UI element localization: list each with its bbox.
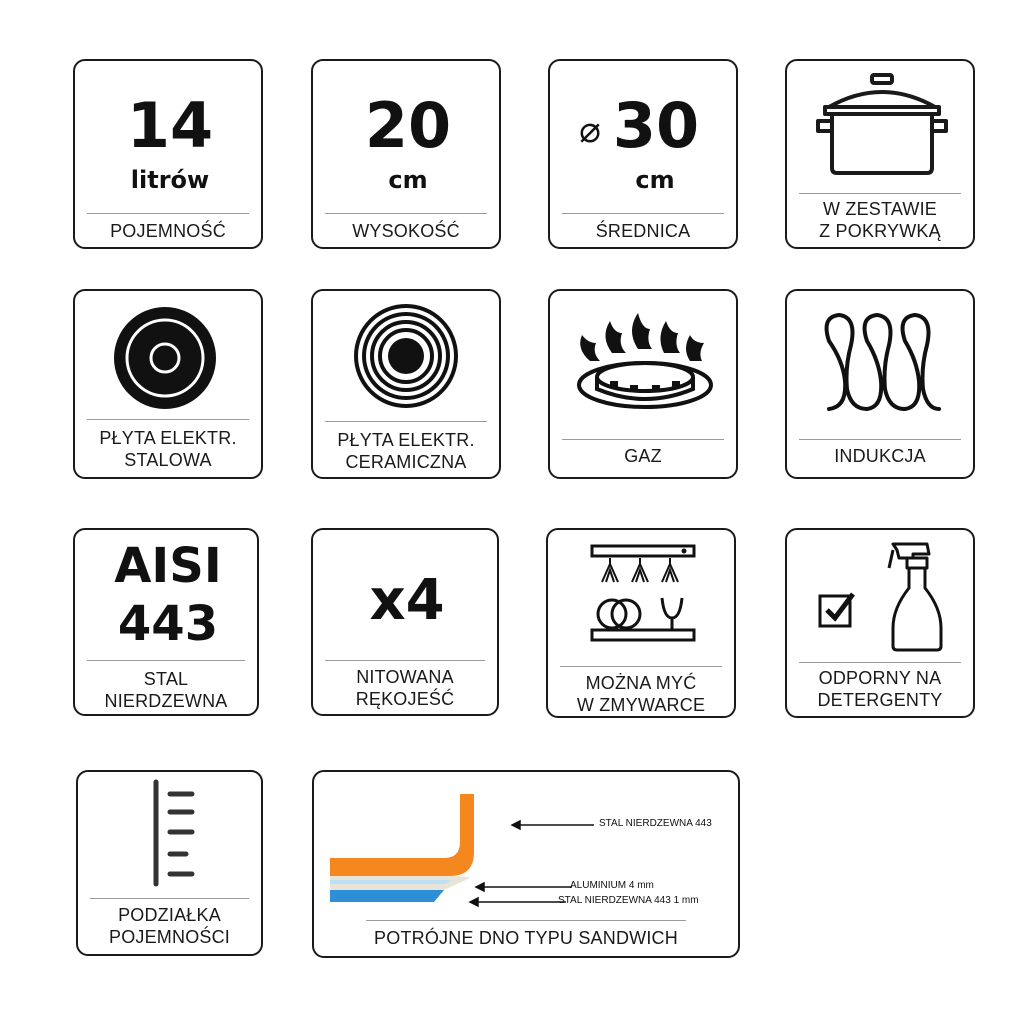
height-value: 20: [364, 89, 452, 162]
divider: [87, 213, 249, 214]
gas-burner-icon: [572, 313, 718, 423]
ceramic-plate-tile: [311, 289, 501, 479]
dishwasher-caption-line2: W ZMYWARCE: [576, 695, 706, 715]
capacity-unit: litrów: [130, 166, 210, 194]
measuring-scale-icon: [148, 778, 208, 888]
sandwich-label-bottom: STAL NIERDZEWNA 443 1 mm: [558, 895, 699, 906]
ceramic-plate-caption-line2: CERAMICZNA: [345, 452, 467, 472]
diameter-tile: [548, 59, 738, 249]
induction-caption: INDUKCJA: [834, 446, 926, 466]
aisi-value-line2: 443: [117, 596, 219, 652]
dishwasher-tile: [546, 528, 736, 718]
induction-tile: [785, 289, 975, 479]
rivets-caption-line2: RĘKOJEŚĆ: [355, 689, 455, 709]
divider: [560, 666, 722, 667]
aisi-caption-line2: NIERDZEWNA: [104, 691, 228, 711]
detergent-caption-line2: DETERGENTY: [817, 690, 943, 710]
divider: [366, 920, 686, 921]
gas-tile: [548, 289, 738, 479]
capacity-tile: [73, 59, 263, 249]
divider: [87, 419, 249, 420]
divider: [90, 898, 249, 899]
scale-caption-line2: POJEMNOŚCI: [108, 927, 230, 947]
rivets-caption-line1: NITOWANA: [356, 667, 454, 687]
divider: [325, 421, 487, 422]
scale-caption-line1: PODZIAŁKA: [118, 905, 221, 925]
lid-caption-line2: Z POKRYWKĄ: [819, 221, 941, 241]
sandwich-tile: [312, 770, 740, 958]
lid-caption-line1: W ZESTAWIE: [823, 199, 937, 219]
pot-with-lid-icon: [815, 71, 949, 181]
diameter-symbol: ⌀: [579, 110, 601, 151]
detergent-caption-line1: ODPORNY NA: [818, 668, 942, 688]
height-caption: WYSOKOŚĆ: [352, 221, 460, 241]
aisi-value-line1: AISI: [114, 538, 222, 594]
steel-plate-tile: [73, 289, 263, 479]
divider: [799, 662, 961, 663]
aisi-caption-line1: STAL: [143, 669, 189, 689]
diameter-caption: ŚREDNICA: [595, 221, 691, 241]
detergent-tile: [785, 528, 975, 718]
scale-tile: [76, 770, 263, 956]
divider: [325, 213, 487, 214]
gas-caption: GAZ: [624, 446, 662, 466]
dishwasher-icon: [588, 542, 698, 646]
divider: [799, 439, 961, 440]
divider: [562, 213, 724, 214]
capacity-value: 14: [126, 89, 214, 162]
steel-hotplate-icon: [110, 303, 220, 413]
divider: [325, 660, 485, 661]
ceramic-hotplate-icon: [351, 301, 461, 411]
checkbox-icon: [817, 590, 857, 630]
sandwich-bottom-diagram: [326, 792, 736, 912]
steel-plate-caption-line1: PŁYTA ELEKTR.: [99, 428, 237, 448]
divider: [562, 439, 724, 440]
capacity-caption: POJEMNOŚĆ: [110, 221, 226, 241]
induction-coil-icon: [823, 311, 943, 417]
dishwasher-caption-line1: MOŻNA MYĆ: [585, 673, 697, 693]
aisi-tile: [73, 528, 259, 716]
sandwich-label-top: STAL NIERDZEWNA 443: [599, 818, 712, 829]
steel-plate-caption-line2: STALOWA: [124, 450, 212, 470]
spray-bottle-icon: [887, 538, 947, 654]
height-tile: [311, 59, 501, 249]
diameter-value: 30: [612, 89, 700, 162]
sandwich-label-mid: ALUMINIUM 4 mm: [570, 880, 654, 891]
height-unit: cm: [388, 166, 428, 194]
diameter-unit: cm: [635, 166, 675, 194]
divider: [799, 193, 961, 194]
rivets-value: x4: [369, 568, 445, 633]
lid-tile: [785, 59, 975, 249]
sandwich-caption: POTRÓJNE DNO TYPU SANDWICH: [374, 928, 678, 948]
divider: [87, 660, 245, 661]
rivets-tile: [311, 528, 499, 716]
ceramic-plate-caption-line1: PŁYTA ELEKTR.: [337, 430, 475, 450]
